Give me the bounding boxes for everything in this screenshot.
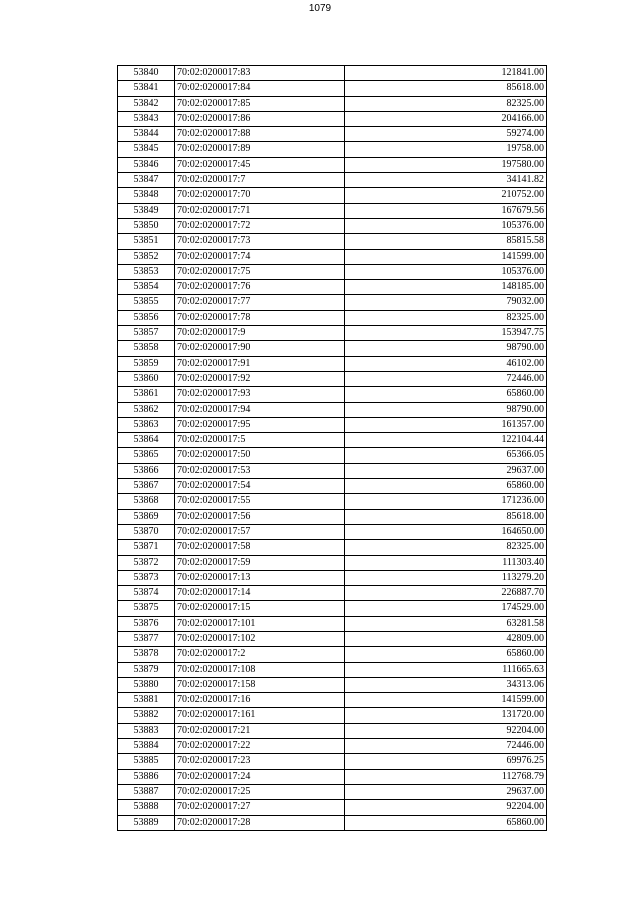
cadastral-number-cell: 70:02:0200017:75: [175, 264, 345, 279]
table-row: [118, 264, 547, 279]
row-number-cell: 53889: [118, 815, 175, 830]
row-number-cell: 53852: [118, 249, 175, 264]
cadastral-number-cell: 70:02:0200017:102: [175, 631, 345, 646]
table-row: [118, 693, 547, 708]
cadastral-number-cell: 70:02:0200017:57: [175, 524, 345, 539]
cadastral-value-cell: 111665.63: [345, 662, 547, 677]
cadastral-value-cell: 122104.44: [345, 433, 547, 448]
row-number-cell: 53861: [118, 387, 175, 402]
row-number-cell: 53845: [118, 142, 175, 157]
cadastral-number-cell: 70:02:0200017:15: [175, 601, 345, 616]
cadastral-value-cell: 111303.40: [345, 555, 547, 570]
cadastral-number-cell: 70:02:0200017:24: [175, 769, 345, 784]
cadastral-value-cell: 141599.00: [345, 249, 547, 264]
cadastral-number-cell: 70:02:0200017:45: [175, 157, 345, 172]
cadastral-value-cell: 204166.00: [345, 111, 547, 126]
table-row: [118, 586, 547, 601]
row-number-cell: 53884: [118, 739, 175, 754]
cadastral-value-cell: 85815.58: [345, 234, 547, 249]
row-number-cell: 53878: [118, 647, 175, 662]
row-number-cell: 53849: [118, 203, 175, 218]
cadastral-value-cell: 161357.00: [345, 417, 547, 432]
row-number-cell: 53888: [118, 800, 175, 815]
table-row: [118, 371, 547, 386]
row-number-cell: 53869: [118, 509, 175, 524]
cadastral-number-cell: 70:02:0200017:93: [175, 387, 345, 402]
table-row: [118, 387, 547, 402]
table-row: [118, 188, 547, 203]
cadastral-number-cell: 70:02:0200017:22: [175, 739, 345, 754]
row-number-cell: 53882: [118, 708, 175, 723]
cadastral-number-cell: 70:02:0200017:14: [175, 586, 345, 601]
cadastral-value-cell: 226887.70: [345, 586, 547, 601]
row-number-cell: 53877: [118, 631, 175, 646]
table-body: [118, 66, 547, 831]
row-number-cell: 53862: [118, 402, 175, 417]
cadastral-value-cell: 65860.00: [345, 479, 547, 494]
table-row: [118, 326, 547, 341]
table-row: [118, 417, 547, 432]
table-row: [118, 157, 547, 172]
table-row: [118, 540, 547, 555]
cadastral-value-cell: 59274.00: [345, 127, 547, 142]
row-number-cell: 53885: [118, 754, 175, 769]
row-number-cell: 53860: [118, 371, 175, 386]
row-number-cell: 53863: [118, 417, 175, 432]
cadastral-number-cell: 70:02:0200017:101: [175, 616, 345, 631]
cadastral-number-cell: 70:02:0200017:13: [175, 570, 345, 585]
cadastral-value-cell: 148185.00: [345, 280, 547, 295]
row-number-cell: 53883: [118, 723, 175, 738]
cadastral-value-cell: 98790.00: [345, 341, 547, 356]
table-row: [118, 479, 547, 494]
cadastral-value-cell: 65860.00: [345, 815, 547, 830]
row-number-cell: 53868: [118, 494, 175, 509]
table-row: [118, 280, 547, 295]
cadastral-value-cell: 29637.00: [345, 784, 547, 799]
table-row: [118, 524, 547, 539]
table-row: [118, 723, 547, 738]
row-number-cell: 53844: [118, 127, 175, 142]
cadastral-value-cell: 69976.25: [345, 754, 547, 769]
cadastral-number-cell: 70:02:0200017:89: [175, 142, 345, 157]
cadastral-value-cell: 112768.79: [345, 769, 547, 784]
table-row: [118, 142, 547, 157]
cadastral-number-cell: 70:02:0200017:56: [175, 509, 345, 524]
cadastral-number-cell: 70:02:0200017:158: [175, 677, 345, 692]
cadastral-number-cell: 70:02:0200017:59: [175, 555, 345, 570]
cadastral-number-cell: 70:02:0200017:55: [175, 494, 345, 509]
row-number-cell: 53858: [118, 341, 175, 356]
cadastral-number-cell: 70:02:0200017:72: [175, 218, 345, 233]
row-number-cell: 53859: [118, 356, 175, 371]
cadastral-number-cell: 70:02:0200017:21: [175, 723, 345, 738]
cadastral-value-cell: 164650.00: [345, 524, 547, 539]
table-row: [118, 677, 547, 692]
table-row: [118, 463, 547, 478]
cadastral-value-cell: 65860.00: [345, 387, 547, 402]
cadastral-number-cell: 70:02:0200017:161: [175, 708, 345, 723]
table-row: [118, 570, 547, 585]
cadastral-value-cell: 197580.00: [345, 157, 547, 172]
cadastral-value-cell: 92204.00: [345, 800, 547, 815]
table-row: [118, 203, 547, 218]
row-number-cell: 53843: [118, 111, 175, 126]
cadastral-number-cell: 70:02:0200017:23: [175, 754, 345, 769]
table-row: [118, 631, 547, 646]
cadastral-value-cell: 65366.05: [345, 448, 547, 463]
table-row: [118, 662, 547, 677]
cadastral-number-cell: 70:02:0200017:92: [175, 371, 345, 386]
row-number-cell: 53870: [118, 524, 175, 539]
cadastral-value-cell: 82325.00: [345, 540, 547, 555]
table-row: [118, 173, 547, 188]
cadastral-number-cell: 70:02:0200017:86: [175, 111, 345, 126]
cadastral-value-cell: 174529.00: [345, 601, 547, 616]
cadastral-value-cell: 105376.00: [345, 218, 547, 233]
row-number-cell: 53853: [118, 264, 175, 279]
row-number-cell: 53881: [118, 693, 175, 708]
cadastral-number-cell: 70:02:0200017:73: [175, 234, 345, 249]
cadastral-number-cell: 70:02:0200017:84: [175, 81, 345, 96]
cadastral-value-cell: 79032.00: [345, 295, 547, 310]
cadastral-number-cell: 70:02:0200017:58: [175, 540, 345, 555]
table-row: [118, 127, 547, 142]
row-number-cell: 53867: [118, 479, 175, 494]
cadastral-value-cell: 98790.00: [345, 402, 547, 417]
cadastral-number-cell: 70:02:0200017:77: [175, 295, 345, 310]
row-number-cell: 53846: [118, 157, 175, 172]
cadastral-number-cell: 70:02:0200017:7: [175, 173, 345, 188]
cadastral-value-cell: 171236.00: [345, 494, 547, 509]
cadastral-value-cell: 92204.00: [345, 723, 547, 738]
cadastral-value-cell: 85618.00: [345, 509, 547, 524]
row-number-cell: 53850: [118, 218, 175, 233]
table-row: [118, 295, 547, 310]
cadastral-number-cell: 70:02:0200017:53: [175, 463, 345, 478]
table-row: [118, 402, 547, 417]
cadastral-number-cell: 70:02:0200017:91: [175, 356, 345, 371]
table-row: [118, 647, 547, 662]
row-number-cell: 53887: [118, 784, 175, 799]
cadastral-value-cell: 153947.75: [345, 326, 547, 341]
row-number-cell: 53842: [118, 96, 175, 111]
cadastral-value-cell: 141599.00: [345, 693, 547, 708]
cadastral-number-cell: 70:02:0200017:76: [175, 280, 345, 295]
cadastral-number-cell: 70:02:0200017:9: [175, 326, 345, 341]
table-row: [118, 708, 547, 723]
cadastral-value-cell: 34141.82: [345, 173, 547, 188]
cadastral-number-cell: 70:02:0200017:70: [175, 188, 345, 203]
cadastral-number-cell: 70:02:0200017:2: [175, 647, 345, 662]
row-number-cell: 53871: [118, 540, 175, 555]
cadastral-value-cell: 63281.58: [345, 616, 547, 631]
cadastral-value-cell: 210752.00: [345, 188, 547, 203]
table-row: [118, 754, 547, 769]
row-number-cell: 53873: [118, 570, 175, 585]
cadastral-number-cell: 70:02:0200017:50: [175, 448, 345, 463]
cadastral-value-cell: 167679.56: [345, 203, 547, 218]
cadastral-number-cell: 70:02:0200017:90: [175, 341, 345, 356]
cadastral-value-cell: 82325.00: [345, 310, 547, 325]
row-number-cell: 53874: [118, 586, 175, 601]
cadastral-number-cell: 70:02:0200017:16: [175, 693, 345, 708]
cadastral-value-cell: 19758.00: [345, 142, 547, 157]
table-row: [118, 81, 547, 96]
table-row: [118, 433, 547, 448]
cadastral-value-cell: 46102.00: [345, 356, 547, 371]
cadastral-value-cell: 29637.00: [345, 463, 547, 478]
row-number-cell: 53872: [118, 555, 175, 570]
cadastral-number-cell: 70:02:0200017:25: [175, 784, 345, 799]
row-number-cell: 53865: [118, 448, 175, 463]
table-row: [118, 739, 547, 754]
row-number-cell: 53864: [118, 433, 175, 448]
table-row: [118, 310, 547, 325]
cadastral-number-cell: 70:02:0200017:88: [175, 127, 345, 142]
row-number-cell: 53886: [118, 769, 175, 784]
row-number-cell: 53851: [118, 234, 175, 249]
table-row: [118, 341, 547, 356]
cadastral-value-cell: 121841.00: [345, 66, 547, 81]
cadastral-value-cell: 113279.20: [345, 570, 547, 585]
row-number-cell: 53880: [118, 677, 175, 692]
cadastral-value-cell: 82325.00: [345, 96, 547, 111]
cadastral-value-table: [117, 65, 547, 831]
cadastral-number-cell: 70:02:0200017:78: [175, 310, 345, 325]
table-row: [118, 111, 547, 126]
row-number-cell: 53875: [118, 601, 175, 616]
table-row: [118, 616, 547, 631]
row-number-cell: 53856: [118, 310, 175, 325]
table-row: [118, 800, 547, 815]
cadastral-value-cell: 72446.00: [345, 371, 547, 386]
cadastral-number-cell: 70:02:0200017:85: [175, 96, 345, 111]
row-number-cell: 53857: [118, 326, 175, 341]
cadastral-value-cell: 85618.00: [345, 81, 547, 96]
table-row: [118, 784, 547, 799]
table-row: [118, 218, 547, 233]
table-row: [118, 815, 547, 830]
cadastral-number-cell: 70:02:0200017:54: [175, 479, 345, 494]
table-row: [118, 66, 547, 81]
table-row: [118, 448, 547, 463]
table-row: [118, 356, 547, 371]
row-number-cell: 53854: [118, 280, 175, 295]
table-row: [118, 494, 547, 509]
row-number-cell: 53847: [118, 173, 175, 188]
table-row: [118, 234, 547, 249]
table-row: [118, 601, 547, 616]
row-number-cell: 53841: [118, 81, 175, 96]
row-number-cell: 53876: [118, 616, 175, 631]
cadastral-value-cell: 72446.00: [345, 739, 547, 754]
cadastral-value-cell: 105376.00: [345, 264, 547, 279]
cadastral-number-cell: 70:02:0200017:95: [175, 417, 345, 432]
table-row: [118, 555, 547, 570]
cadastral-number-cell: 70:02:0200017:71: [175, 203, 345, 218]
cadastral-value-cell: 34313.06: [345, 677, 547, 692]
cadastral-number-cell: 70:02:0200017:28: [175, 815, 345, 830]
cadastral-number-cell: 70:02:0200017:27: [175, 800, 345, 815]
row-number-cell: 53879: [118, 662, 175, 677]
row-number-cell: 53848: [118, 188, 175, 203]
row-number-cell: 53855: [118, 295, 175, 310]
cadastral-value-cell: 65860.00: [345, 647, 547, 662]
cadastral-number-cell: 70:02:0200017:5: [175, 433, 345, 448]
page-number: 1079: [308, 3, 332, 14]
cadastral-value-cell: 42809.00: [345, 631, 547, 646]
cadastral-number-cell: 70:02:0200017:94: [175, 402, 345, 417]
cadastral-number-cell: 70:02:0200017:74: [175, 249, 345, 264]
table-row: [118, 249, 547, 264]
cadastral-value-cell: 131720.00: [345, 708, 547, 723]
table-row: [118, 96, 547, 111]
table-row: [118, 509, 547, 524]
cadastral-number-cell: 70:02:0200017:83: [175, 66, 345, 81]
row-number-cell: 53866: [118, 463, 175, 478]
row-number-cell: 53840: [118, 66, 175, 81]
cadastral-number-cell: 70:02:0200017:108: [175, 662, 345, 677]
table-row: [118, 769, 547, 784]
